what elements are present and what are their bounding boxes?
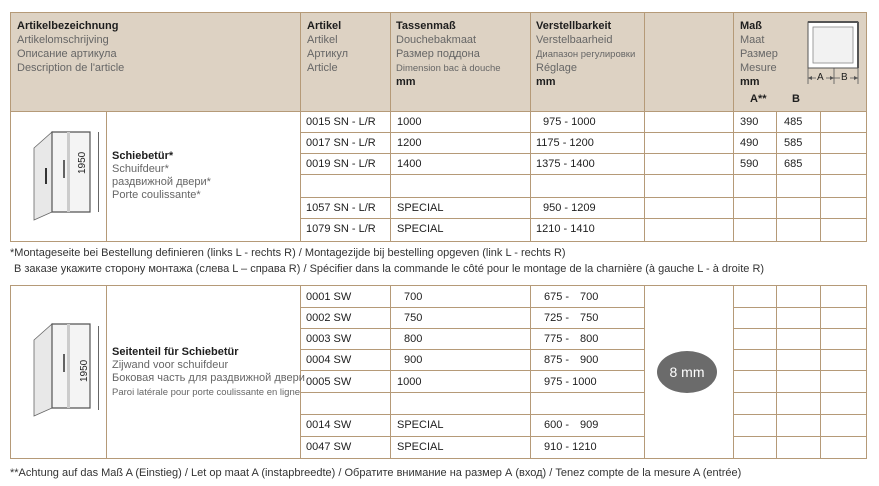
header-sub-a: A**: [750, 93, 767, 105]
row-adjust: 1210 - 1410: [536, 223, 595, 235]
header-measure-de: Maß: [740, 20, 762, 32]
row-tray: 1200: [397, 137, 422, 149]
row-article: 0001 SW: [306, 291, 352, 303]
row-tray: SPECIAL: [397, 419, 444, 431]
row-adjust-from: 875 -: [544, 354, 570, 366]
side-panel-icon: [24, 320, 100, 420]
row-adjust-from: 910 - 1210: [544, 441, 597, 453]
section-1-name-de: Schiebetür*: [112, 150, 174, 162]
door-height-line-2: [98, 326, 99, 410]
row-adjust-from: 675 -: [544, 291, 570, 303]
diagram-label-b: B: [841, 72, 848, 83]
header-description-de: Artikelbezeichnung: [17, 20, 119, 32]
note-mounting-side: *Montageseite bei Bestellung definieren (links L - rechts R) / Montagezijde bij bestelling opgeven (link L - rechts R): [10, 247, 566, 259]
row-b: 685: [784, 158, 803, 170]
header-adjust-fr: Réglage: [536, 62, 577, 74]
row-adjust-from: 725 -: [544, 312, 570, 324]
header-adjust-de: Verstellbarkeit: [536, 20, 612, 32]
header-description-ru: Описание артикула: [17, 48, 117, 60]
header-measure-fr: Mesure: [740, 62, 777, 74]
header-article-ru: Артикул: [307, 48, 349, 60]
row-tray: 1000: [397, 116, 422, 128]
section-2-name-nl: Zijwand voor schuifdeur: [112, 359, 229, 371]
section-2-name-de: Seitenteil für Schiebetür: [112, 346, 239, 358]
row-tray: 800: [404, 333, 423, 345]
header-adjust-nl: Verstelbaarheid: [536, 34, 613, 46]
row-adjust-to: 750: [580, 312, 599, 324]
section-1-name-nl: Schuifdeur*: [112, 163, 169, 175]
row-tray: 700: [404, 291, 423, 303]
header-tray-ru: Размер поддона: [396, 48, 480, 60]
header-tray-fr: Dimension bac à douche: [396, 63, 501, 74]
header-tray-nl: Douchebakmaat: [396, 34, 477, 46]
header-article-nl: Artikel: [307, 34, 338, 46]
row-adjust-to: 909: [580, 419, 599, 431]
row-adjust-to: 700: [580, 291, 599, 303]
row-adjust-to: 900: [580, 354, 599, 366]
section-1-name-fr: Porte coulissante*: [112, 189, 201, 201]
row-adjust-from: 600 -: [544, 419, 570, 431]
header-adjust-ru: Диапазон регулировки: [536, 49, 636, 60]
row-a: 490: [740, 137, 759, 149]
section-2-name-fr: Paroi latérale pour porte coulissante en ligne: [112, 387, 301, 398]
row-adjust-from: 975 - 1000: [544, 376, 597, 388]
row-tray: SPECIAL: [397, 441, 444, 453]
row-adjust: 950 - 1209: [543, 202, 596, 214]
header-tray-unit: mm: [396, 76, 416, 88]
row-tray: 1400: [397, 158, 422, 170]
header-measure-ru: Размер: [740, 48, 778, 60]
row-article: 0017 SN - L/R: [306, 137, 376, 149]
door-height-1: 1950: [77, 151, 88, 174]
header-description-fr: Description de l'article: [17, 62, 125, 74]
row-article: 0003 SW: [306, 333, 352, 345]
door-height-2: 1950: [79, 359, 90, 382]
row-a: 390: [740, 116, 759, 128]
header-measure-unit: mm: [740, 76, 760, 88]
row-article: 0002 SW: [306, 312, 352, 324]
door-height-line-1: [98, 132, 99, 212]
row-article: 0019 SN - L/R: [306, 158, 376, 170]
row-adjust: 1375 - 1400: [536, 158, 595, 170]
row-tray: 750: [404, 312, 423, 324]
row-article: 0004 SW: [306, 354, 352, 366]
row-article: 1079 SN - L/R: [306, 223, 376, 235]
header-article-de: Artikel: [307, 20, 342, 32]
note-measure-a: **Achtung auf das Maß A (Einstieg) / Let op maat A (instapbreedte) / Обратите внимание на размер А (вход) / Tenez compte de la mesure A (entrée): [10, 467, 742, 479]
row-article: 0005 SW: [306, 376, 352, 388]
diagram-label-a: A: [817, 72, 824, 83]
row-b: 485: [784, 116, 803, 128]
row-tray: 1000: [397, 376, 422, 388]
row-tray: SPECIAL: [397, 223, 444, 235]
row-article: 0015 SN - L/R: [306, 116, 376, 128]
row-tray: SPECIAL: [397, 202, 444, 214]
row-tray: 900: [404, 354, 423, 366]
sliding-door-icon: [24, 128, 100, 224]
header-measure-nl: Maat: [740, 34, 765, 46]
row-adjust: 1175 - 1200: [536, 137, 594, 149]
row-b: 585: [784, 137, 803, 149]
glass-thickness-badge: 8 mm: [657, 351, 717, 393]
row-adjust-from: 775 -: [544, 333, 570, 345]
section-1-name-ru: раздвижной двери*: [112, 176, 211, 188]
header-tray-de: Tassenmaß: [396, 20, 456, 32]
header-article-fr: Article: [307, 62, 338, 74]
section-2-name-ru: Боковая часть для раздвижной двери: [112, 372, 305, 384]
row-adjust: 975 - 1000: [543, 116, 596, 128]
header-description-nl: Artikelomschrijving: [17, 34, 109, 46]
row-a: 590: [740, 158, 759, 170]
shower-tray-diagram: [804, 16, 864, 88]
row-adjust-to: 800: [580, 333, 599, 345]
row-article: 0047 SW: [306, 441, 352, 453]
note-mounting-side-2: В заказе укажите сторону монтажа (слева L – справа R) / Spécifier dans la commande le côté pour le montage de la charnière (à gauche L - à droite R): [14, 263, 765, 275]
header-adjust-unit: mm: [536, 76, 556, 88]
row-article: 1057 SN - L/R: [306, 202, 376, 214]
header-sub-b: B: [792, 93, 800, 105]
row-article: 0014 SW: [306, 419, 352, 431]
